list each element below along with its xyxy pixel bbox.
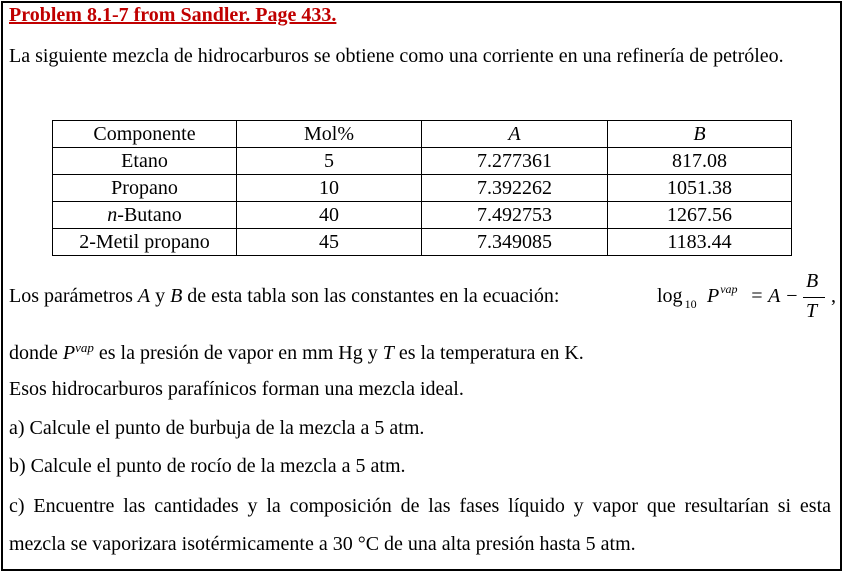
cell-mol: 10 (237, 175, 422, 202)
problem-title: Problem 8.1-7 from Sandler. Page 433. (9, 4, 337, 26)
question-c: c) Encuentre las cantidades y la composición de las fases líquido y vapor que resultarían si esta mezcla se vaporizara isotérmicamente a 30 °C de una alta presión hasta 5 atm. (9, 495, 831, 555)
header-molpct: Mol% (237, 121, 422, 148)
table-row (53, 229, 792, 256)
table-header-row (53, 121, 792, 148)
eq-denominator: T (806, 300, 818, 322)
cell-b: 1051.38 (608, 175, 792, 202)
cell-mol: 40 (237, 202, 422, 229)
header-a: A (422, 121, 608, 148)
question-b: b) Calcule el punto de rocío de la mezcla a 5 atm. (9, 455, 406, 477)
cell-b: 1183.44 (608, 229, 792, 256)
eq-comma: , (831, 285, 836, 307)
cell-a: 7.349085 (422, 229, 608, 256)
cell-componente: Etano (53, 148, 237, 175)
components-table (52, 120, 792, 256)
cell-a: 7.277361 (422, 148, 608, 175)
table-row (53, 202, 792, 229)
eq-log: log (657, 285, 683, 307)
eq-log-base: 10 (684, 297, 697, 311)
cell-b: 1267.56 (608, 202, 792, 229)
header-b: B (608, 121, 792, 148)
table-row (53, 148, 792, 175)
cell-a: 7.392262 (422, 175, 608, 202)
table-row (53, 175, 792, 202)
cell-mol: 45 (237, 229, 422, 256)
cell-componente: Propano (53, 175, 237, 202)
cell-componente: n-Butano (53, 202, 237, 229)
fraction-bar (803, 297, 825, 298)
parameters-sentence: Los parámetros A y B de esta tabla son las constantes en la ecuación: (9, 285, 560, 307)
eq-p: P (707, 285, 720, 307)
eq-p-sup: vap (720, 282, 738, 296)
antoine-equation (657, 270, 837, 324)
cell-componente: 2-Metil propano (53, 229, 237, 256)
intro-paragraph: La siguiente mezcla de hidrocarburos se obtiene como una corriente en una refinería de petróleo. (9, 45, 784, 67)
cell-mol: 5 (237, 148, 422, 175)
eq-numerator: B (806, 270, 819, 292)
header-componente: Componente (53, 121, 237, 148)
where-sentence: donde $P^{vap}$ es la presión de vapor en mm Hg y T es la temperatura en K. (9, 340, 584, 364)
ideal-sentence: Esos hidrocarburos parafínicos forman una mezcla ideal. (9, 378, 464, 400)
cell-b: 817.08 (608, 148, 792, 175)
question-a: a) Calcule el punto de burbuja de la mezcla a 5 atm. (9, 417, 425, 439)
eq-rhs: = A − (750, 285, 799, 307)
cell-a: 7.492753 (422, 202, 608, 229)
